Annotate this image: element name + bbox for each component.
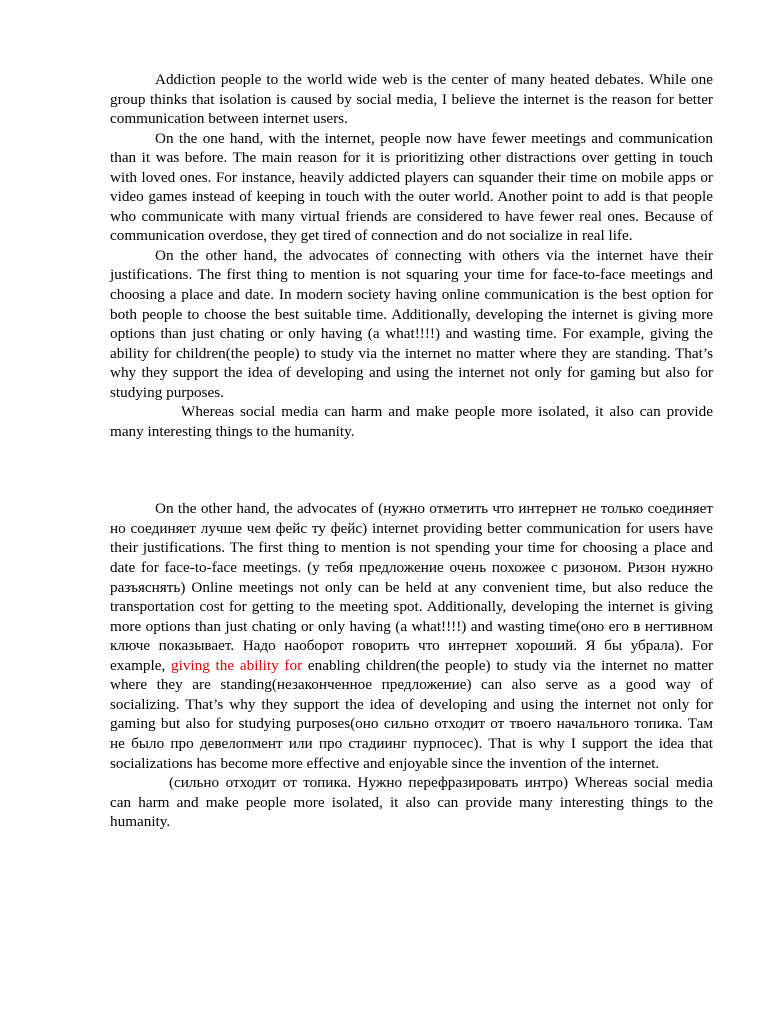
document-page xyxy=(110,70,713,832)
revised-conclusion-paragraph: (сильно отходит от топика. Нужно перефразировать интро) Whereas social media can harm and make people more isolated, it also can provide many interesting things to the humanity. xyxy=(110,774,713,831)
section-gap xyxy=(110,441,713,499)
revised-text-before-highlight: On the other hand, the advocates of (нужно отметить что интернет не только соединяет но соединяет лучше чем фейс ту фейс) internet providing better communication for users have their justifications. The first thing to mention is not spending your time for choosing a place and date for face-to-face meetings. (у тебя предложение очень похожее с ризоном. Ризон нужно разъяснять) Online meetings not only can be held at any convenient time, but also reduce the transportation cost for getting to the meeting spot. Additionally, developing the internet is giving more options than just chating or only having (a what!!!!) and wasting time(оно его в негтивном ключе показывает. Надо наоборот говорить что интернет хороший. Я бы убрала). For example, xyxy=(110,500,713,674)
draft-intro-paragraph: Addiction people to the world wide web is the center of many heated debates. While one group thinks that isolation is caused by social media, I believe the internet is the reason for better communication between internet users. xyxy=(110,71,713,128)
revised-text-after-highlight: enabling children(the people) to study via the internet no matter where they are standing(незаконченное предложение) can also serve as a good way of socializing. That’s why they support the idea of developing and using the internet not only for gaming but also for studying purposes(оно сильно отходит от твоего начального топика. Там не было про девелопмент или про стадиинг пурпосес). That is why I support the idea that socializations has become more effective and enjoyable since the invention of the internet. xyxy=(110,656,714,772)
draft-body-paragraph-2: On the other hand, the advocates of connecting with others via the internet have their justifications. The first thing to mention is not squaring your time for face-to-face meetings and choosing a place and date. In modern society having online communication is the best option for both people to choose the best suitable time. Additionally, developing the internet is giving more options than just chating or only having (a what!!!!) and wasting time. For example, giving the ability for children(the people) to study via the internet no matter where they are standing. That’s why they support the idea of developing and using the internet not only for gaming but also for studying purposes. xyxy=(110,246,713,401)
revised-body-paragraph xyxy=(110,499,713,773)
draft-body-paragraph-1: On the one hand, with the internet, people now have fewer meetings and communication than it was before. The main reason for it is prioritizing other distractions over getting in touch with loved ones. For instance, heavily addicted players can squander their time on mobile apps or video games instead of keeping in touch with the outer world. Another point to add is that people who communicate with many virtual friends are considered to have fewer real ones. Because of communication overdose, they get tired of connection and do not socialize in real life. xyxy=(110,129,713,245)
highlighted-phrase: giving the ability for xyxy=(171,656,303,674)
draft-conclusion-paragraph: Whereas social media can harm and make people more isolated, it also can provide many interesting things to the humanity. xyxy=(110,403,713,440)
